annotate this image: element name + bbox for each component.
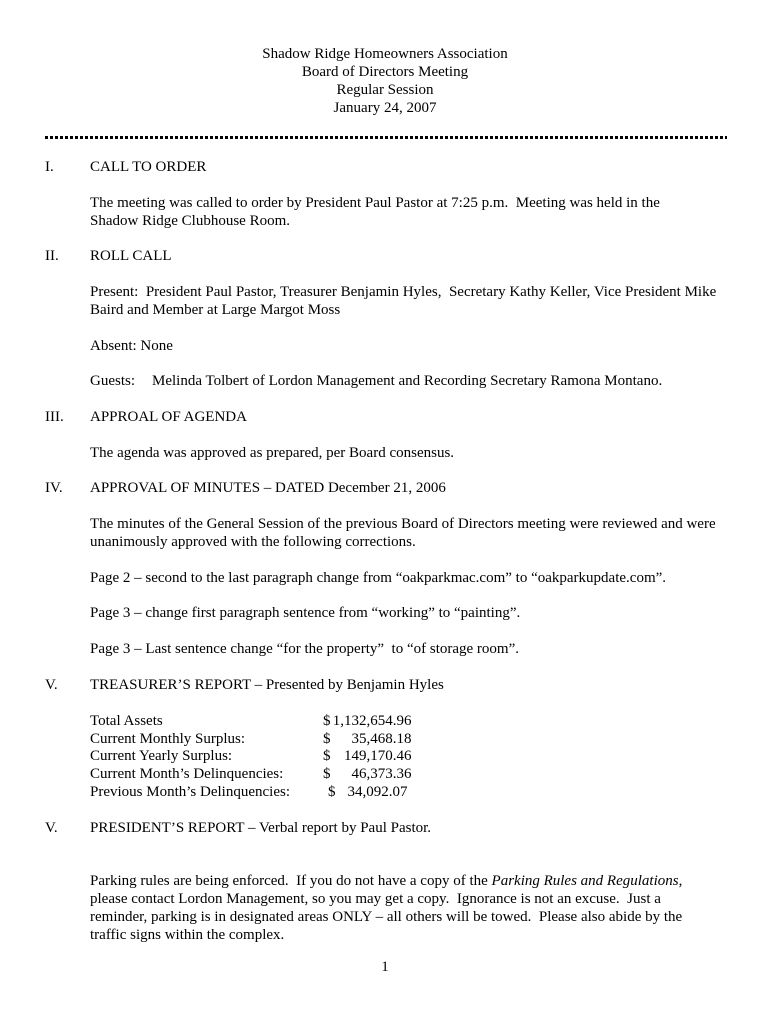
section-heading: TREASURER’S REPORT – Presented by Benjamin Hyles	[90, 676, 444, 693]
correction-text: Page 2 – second to the last paragraph change from “oakparkmac.com” to “oakparkupdate.com”.	[90, 569, 667, 586]
section-approval-of-minutes	[45, 480, 745, 659]
parking-lead-in-end: ,	[678, 873, 683, 890]
section-heading: APPROVAL OF MINUTES – DATED December 21, 2006	[90, 480, 446, 497]
section-presidents-report	[45, 820, 745, 945]
paragraph-line: please contact Lordon Management, so you may get a copy. Ignorance is not an excuse. Just a	[90, 891, 661, 908]
minutes-body	[45, 159, 745, 945]
correction-text: Page 3 – change first paragraph sentence from “working” to “painting”.	[90, 605, 521, 622]
section-heading-row	[45, 820, 745, 838]
section-approval-of-agenda	[45, 409, 745, 463]
paragraph-line: unanimously approved with the following corrections.	[90, 534, 416, 551]
meeting-title: Board of Directors Meeting	[301, 63, 469, 80]
amount-value: 34,092.07	[347, 784, 408, 801]
guests-paragraph	[90, 373, 745, 391]
section-heading: ROLL CALL	[90, 248, 172, 265]
row-label: Current Monthly Surplus:	[90, 730, 246, 747]
paragraph-line: The minutes of the General Session of the previous Board of Directors meeting were reviewed and were	[90, 516, 716, 533]
amount-value: 46,373.36	[351, 766, 412, 783]
section-numeral: V.	[45, 819, 58, 836]
currency-symbol: $	[323, 730, 331, 747]
section-heading-row	[45, 677, 745, 695]
paragraph-line: Present: President Paul Pastor, Treasurer Benjamin Hyles, Secretary Kathy Keller, Vice President Mike	[90, 284, 717, 301]
minutes-paragraph	[90, 516, 745, 552]
currency-symbol: $	[323, 748, 331, 765]
correction-text: Page 3 – Last sentence change “for the property” to “of storage room”.	[90, 641, 519, 658]
currency-symbol: $	[328, 784, 336, 801]
section-heading-row	[45, 409, 745, 427]
page-number: 1	[381, 959, 389, 975]
financial-row	[90, 713, 745, 731]
row-label: Total Assets	[90, 712, 163, 729]
section-heading: PRESIDENT’S REPORT – Verbal report by Paul Pastor.	[90, 819, 432, 836]
absent-paragraph	[90, 338, 745, 356]
amount-value: 149,170.46	[344, 748, 412, 765]
financial-row	[90, 784, 745, 802]
dotted-separator	[45, 136, 727, 139]
paragraph-line: The agenda was approved as prepared, per Board consensus.	[90, 444, 455, 461]
call-to-order-paragraph	[90, 195, 745, 231]
paragraph-line: reminder, parking is in designated areas ONLY – all others will be towed. Please also abide by the	[90, 909, 683, 926]
financial-summary-table	[90, 713, 745, 802]
section-heading: APPROAL OF AGENDA	[90, 409, 247, 426]
paragraph-line: Baird and Member at Large Margot Moss	[90, 301, 341, 318]
parking-rules-title: Parking Rules and Regulations	[491, 873, 679, 890]
paragraph-line: traffic signs within the complex.	[90, 926, 285, 943]
section-numeral: II.	[45, 248, 59, 265]
paragraph-line	[90, 873, 745, 891]
document-header	[0, 46, 770, 117]
financial-row	[90, 766, 745, 784]
paragraph-line: The meeting was called to order by President Paul Pastor at 7:25 p.m. Meeting was held in the	[90, 194, 660, 211]
section-heading-row	[45, 159, 745, 177]
section-heading-row	[45, 480, 745, 498]
row-label: Current Month’s Delinquencies:	[90, 766, 284, 783]
section-heading-row	[45, 248, 745, 266]
financial-row	[90, 731, 745, 749]
section-numeral: III.	[45, 409, 64, 426]
correction-item	[90, 570, 745, 588]
session-type: Regular Session	[336, 81, 434, 98]
parking-paragraph	[90, 873, 745, 944]
paragraph-line: Shadow Ridge Clubhouse Room.	[90, 212, 291, 229]
section-treasurers-report	[45, 677, 745, 802]
parking-lead-in: Parking rules are being enforced. If you do not have a copy of the	[90, 873, 492, 890]
section-heading: CALL TO ORDER	[90, 159, 207, 175]
section-numeral: IV.	[45, 480, 63, 497]
guests-label: Guests:	[90, 373, 135, 390]
correction-item	[90, 605, 745, 623]
section-numeral: I.	[45, 159, 54, 175]
section-call-to-order	[45, 159, 745, 230]
guests-text: Melinda Tolbert of Lordon Management and Recording Secretary Ramona Montano.	[152, 373, 663, 390]
row-label: Current Yearly Surplus:	[90, 748, 233, 765]
financial-row	[90, 748, 745, 766]
section-roll-call	[45, 248, 745, 391]
amount-value: 35,468.18	[351, 730, 412, 747]
amount-value: 1,132,654.96	[332, 712, 412, 729]
correction-item	[90, 641, 745, 659]
row-label: Previous Month’s Delinquencies:	[90, 784, 290, 801]
present-paragraph	[90, 284, 745, 320]
currency-symbol: $	[323, 712, 331, 729]
organization-name: Shadow Ridge Homeowners Association	[262, 46, 508, 62]
meeting-date: January 24, 2007	[333, 99, 437, 116]
guests-line	[90, 373, 745, 391]
paragraph-line: Absent: None	[90, 337, 173, 354]
agenda-paragraph	[90, 445, 745, 463]
currency-symbol: $	[323, 766, 331, 783]
section-numeral: V.	[45, 676, 58, 693]
